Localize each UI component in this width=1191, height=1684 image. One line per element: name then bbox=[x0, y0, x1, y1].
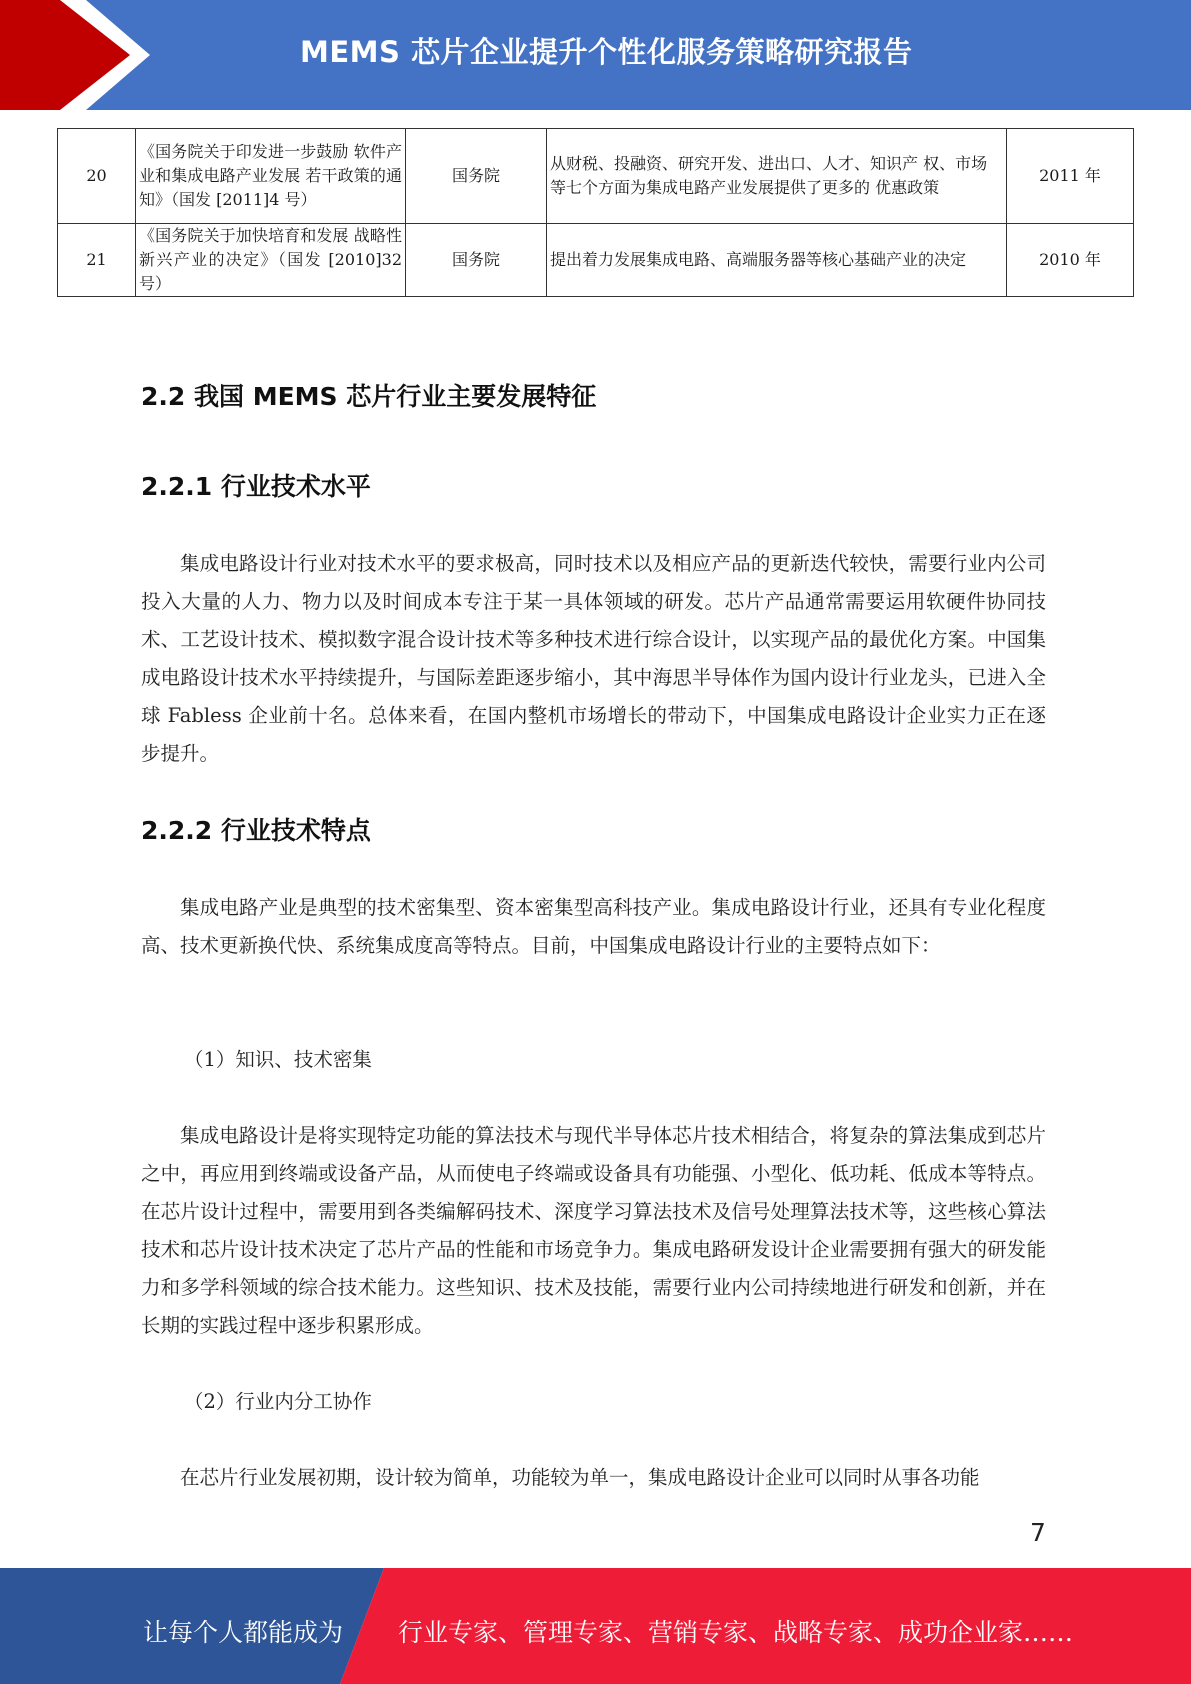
paragraph-knowledge-intensive: 集成电路设计是将实现特定功能的算法技术与现代半导体芯片技术相结合，将复杂的算法集成到芯片之中，再应用到终端或设备产品，从而使电子终端或设备具有功能强、小型化、低功耗、低成本等特点。在芯片设计过程中，需要用到各类编解码技术、深度学习算法技术及信号处理算法技术等，这些核心算法技术和芯片设计技术决定了芯片产品的性能和市场竞争力。集成电路研发设计企业需要拥有强大的研发能力和多学科领域的综合技术能力。这些知识、技术及技能，需要行业内公司持续地进行研发和创新，并在长期的实践过程中逐步积累形成。 bbox=[141, 1124, 1046, 1337]
row-number: 21 bbox=[58, 224, 136, 297]
page-number: 7 bbox=[1030, 1518, 1046, 1547]
paragraph-division-of-labor: 在芯片行业发展初期，设计较为简单，功能较为单一，集成电路设计企业可以同时从事各功能 bbox=[180, 1466, 980, 1489]
list-item-division-of-labor: （2）行业内分工协作 bbox=[184, 1390, 372, 1413]
policy-name: 《国务院关于印发进一步鼓励 软件产业和集成电路产业发展 若干政策的通知》（国发 [2011]4 号） bbox=[136, 129, 406, 224]
row-number: 20 bbox=[58, 129, 136, 224]
issue-year: 2010 年 bbox=[1007, 224, 1134, 297]
policy-content: 提出着力发展集成电路、高端服务器等核心基础产业的决定 bbox=[547, 224, 1007, 297]
report-title: MEMS 芯片企业提升个性化服务策略研究报告 bbox=[300, 35, 913, 69]
page-header bbox=[0, 0, 1191, 110]
paragraph-tech-features: 集成电路产业是典型的技术密集型、资本密集型高科技产业。集成电路设计行业，还具有专业化程度高、技术更新换代快、系统集成度高等特点。目前，中国集成电路设计行业的主要特点如下： bbox=[141, 896, 1046, 957]
policy-content: 从财税、投融资、研究开发、进出口、人才、知识产 权、市场等七个方面为集成电路产业发展提供了更多的 优惠政策 bbox=[547, 129, 1007, 224]
table-row bbox=[58, 129, 1134, 224]
section-heading-2-2: 2.2 我国 MEMS 芯片行业主要发展特征 bbox=[141, 382, 597, 411]
page-footer bbox=[0, 1568, 1191, 1684]
footer-slogan-left: 让每个人都能成为 bbox=[143, 1618, 344, 1647]
paragraph-tech-level: 集成电路设计行业对技术水平的要求极高，同时技术以及相应产品的更新迭代较快，需要行业内公司投入大量的人力、物力以及时间成本专注于某一具体领域的研发。芯片产品通常需要运用软硬件协同技术、工艺设计技术、模拟数字混合设计技术等多种技术进行综合设计，以实现产品的最优化方案。中国集成电路设计技术水平持续提升，与国际差距逐步缩小，其中海思半导体作为国内设计行业龙头，已进入全球 Fabless 企业前十名。总体来看，在国内整机市场增长的带动下，中国集成电路设计企业实力正在逐步提升。 bbox=[141, 552, 1046, 765]
issuing-body: 国务院 bbox=[406, 129, 547, 224]
issue-year: 2011 年 bbox=[1007, 129, 1134, 224]
section-heading-2-2-1: 2.2.1 行业技术水平 bbox=[141, 472, 371, 501]
table-row bbox=[58, 224, 1134, 297]
section-heading-2-2-2: 2.2.2 行业技术特点 bbox=[141, 816, 371, 845]
issuing-body: 国务院 bbox=[406, 224, 547, 297]
list-item-knowledge-intensive: （1）知识、技术密集 bbox=[184, 1048, 372, 1071]
footer-slogan-right: 行业专家、管理专家、营销专家、战略专家、成功企业家…… bbox=[398, 1618, 1074, 1647]
policy-table bbox=[57, 128, 1134, 297]
policy-name: 《国务院关于加快培育和发展 战略性新兴产业的决定》（国发 [2010]32 号） bbox=[136, 224, 406, 297]
